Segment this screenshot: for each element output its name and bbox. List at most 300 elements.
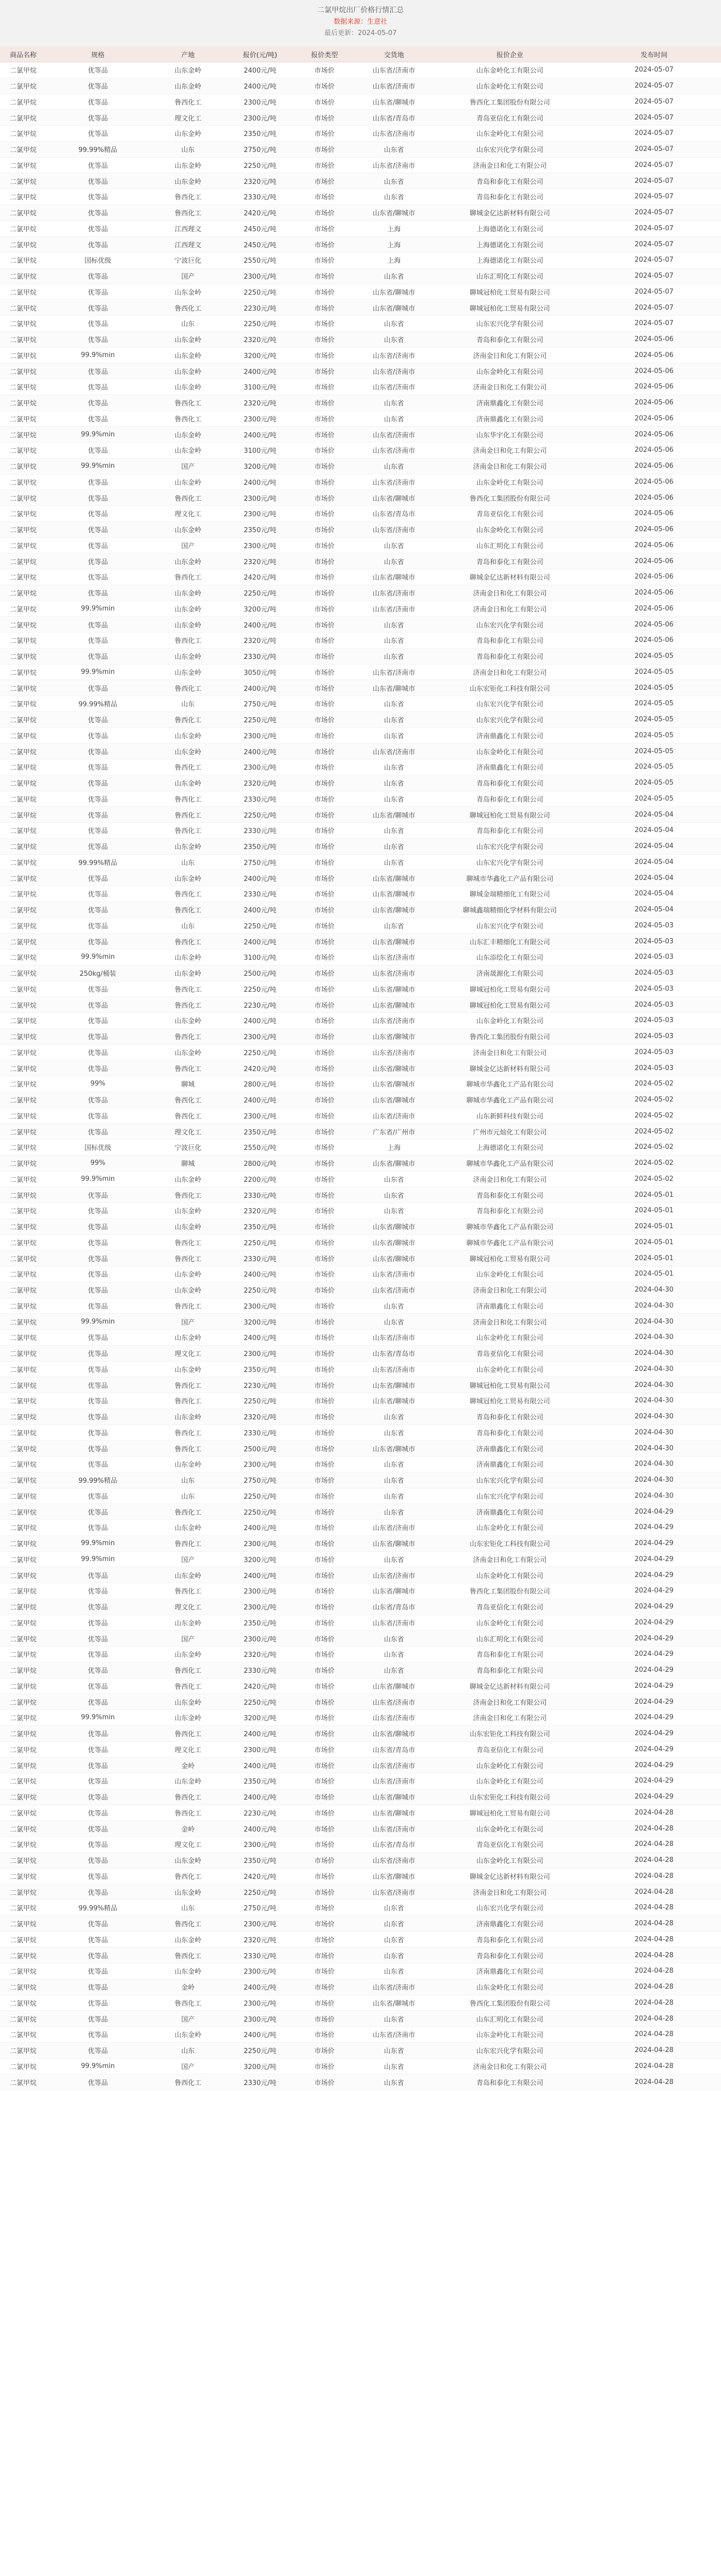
cell-delivery: 山东省/聊城市 xyxy=(355,1076,433,1092)
cell-delivery: 山东省 xyxy=(355,537,433,553)
cell-price-type: 市场价 xyxy=(294,1250,355,1266)
cell-delivery: 山东省 xyxy=(355,173,433,189)
cell-delivery: 山东省/青岛市 xyxy=(355,506,433,522)
cell-date: 2024-05-07 xyxy=(587,62,721,78)
cell-price: 2750元/吨 xyxy=(227,854,294,870)
cell-delivery: 山东省 xyxy=(355,696,433,712)
cell-company: 聊城冠柏化工贸易有限公司 xyxy=(433,284,587,300)
cell-date: 2024-05-07 xyxy=(587,300,721,316)
cell-origin: 山东金岭 xyxy=(149,443,227,459)
cell-origin: 理文化工 xyxy=(149,1599,227,1615)
cell-delivery: 山东省 xyxy=(355,727,433,743)
cell-date: 2024-05-07 xyxy=(587,284,721,300)
cell-delivery: 山东省/济南市 xyxy=(355,1361,433,1377)
cell-delivery: 山东省/聊城市 xyxy=(355,807,433,823)
cell-date: 2024-05-07 xyxy=(587,110,721,126)
cell-spec: 优等品 xyxy=(46,981,149,997)
cell-origin: 山东金岭 xyxy=(149,775,227,791)
cell-price: 2450元/吨 xyxy=(227,221,294,236)
cell-date: 2024-04-28 xyxy=(587,2011,721,2027)
cell-price-type: 市场价 xyxy=(294,1425,355,1440)
cell-spec: 优等品 xyxy=(46,126,149,142)
cell-date: 2024-05-06 xyxy=(587,363,721,379)
cell-price: 2300元/吨 xyxy=(227,1631,294,1647)
cell-price-type: 市场价 xyxy=(294,1599,355,1615)
cell-date: 2024-05-06 xyxy=(587,553,721,569)
table-row xyxy=(0,331,721,347)
cell-delivery: 山东省 xyxy=(355,1203,433,1219)
table-row xyxy=(0,1155,721,1171)
table-row xyxy=(0,474,721,490)
cell-price: 2800元/吨 xyxy=(227,1076,294,1092)
cell-date: 2024-05-03 xyxy=(587,965,721,981)
cell-price: 2400元/吨 xyxy=(227,617,294,633)
cell-product: 二氯甲烷 xyxy=(0,1710,46,1726)
cell-product: 二氯甲烷 xyxy=(0,1361,46,1377)
cell-price-type: 市场价 xyxy=(294,300,355,316)
cell-delivery: 山东省/聊城市 xyxy=(355,1155,433,1171)
cell-price-type: 市场价 xyxy=(294,1852,355,1868)
cell-price-type: 市场价 xyxy=(294,1567,355,1583)
cell-origin: 鲁西化工 xyxy=(149,1092,227,1108)
cell-company: 青岛和泰化工有限公司 xyxy=(433,1409,587,1425)
cell-price-type: 市场价 xyxy=(294,1583,355,1599)
cell-price: 2300元/吨 xyxy=(227,1916,294,1931)
table-row xyxy=(0,2027,721,2043)
table-row xyxy=(0,1821,721,1837)
cell-price: 2300元/吨 xyxy=(227,2011,294,2027)
cell-origin: 山东金岭 xyxy=(149,363,227,379)
cell-spec: 优等品 xyxy=(46,1567,149,1583)
cell-price-type: 市场价 xyxy=(294,902,355,918)
cell-origin: 山东金岭 xyxy=(149,78,227,94)
cell-price-type: 市场价 xyxy=(294,1218,355,1234)
cell-company: 鲁西化工集团股份有限公司 xyxy=(433,490,587,506)
cell-product: 二氯甲烷 xyxy=(0,395,46,411)
cell-delivery: 山东省/聊城市 xyxy=(355,1060,433,1076)
cell-product: 二氯甲烷 xyxy=(0,1583,46,1599)
cell-price: 2250元/吨 xyxy=(227,807,294,823)
cell-spec: 99.9%min xyxy=(46,601,149,617)
cell-delivery: 山东省 xyxy=(355,553,433,569)
cell-delivery: 山东省/济南市 xyxy=(355,965,433,981)
cell-date: 2024-04-30 xyxy=(587,1282,721,1298)
cell-delivery: 山东省/济南市 xyxy=(355,1884,433,1900)
table-row xyxy=(0,1741,721,1757)
cell-company: 青岛和泰化工有限公司 xyxy=(433,791,587,807)
cell-price-type: 市场价 xyxy=(294,743,355,759)
cell-price-type: 市场价 xyxy=(294,1741,355,1757)
cell-date: 2024-04-28 xyxy=(587,1995,721,2011)
cell-spec: 99.99%精品 xyxy=(46,141,149,157)
cell-date: 2024-04-30 xyxy=(587,1488,721,1504)
cell-company: 山东汇丰精细化工有限公司 xyxy=(433,934,587,950)
cell-price: 2330元/吨 xyxy=(227,648,294,664)
cell-origin: 理文化工 xyxy=(149,1124,227,1140)
cell-origin: 山东金岭 xyxy=(149,1647,227,1663)
cell-price: 2230元/吨 xyxy=(227,300,294,316)
cell-price-type: 市场价 xyxy=(294,1124,355,1140)
cell-spec: 优等品 xyxy=(46,791,149,807)
cell-company: 聊城金亿达新材料有限公司 xyxy=(433,205,587,221)
cell-delivery: 山东省 xyxy=(355,759,433,775)
cell-product: 二氯甲烷 xyxy=(0,1678,46,1694)
cell-price-type: 市场价 xyxy=(294,680,355,696)
cell-origin: 山东金岭 xyxy=(149,1567,227,1583)
cell-price-type: 市场价 xyxy=(294,711,355,727)
cell-origin: 鲁西化工 xyxy=(149,1377,227,1393)
table-row xyxy=(0,1345,721,1361)
table-row xyxy=(0,1678,721,1694)
cell-price-type: 市场价 xyxy=(294,1789,355,1805)
cell-spec: 优等品 xyxy=(46,585,149,601)
cell-price-type: 市场价 xyxy=(294,126,355,142)
cell-spec: 优等品 xyxy=(46,727,149,743)
cell-origin: 聊城 xyxy=(149,1076,227,1092)
cell-company: 青岛和泰化工有限公司 xyxy=(433,1425,587,1440)
cell-delivery: 山东省/聊城市 xyxy=(355,1092,433,1108)
cell-company: 上海德诺化工有限公司 xyxy=(433,236,587,252)
cell-date: 2024-05-06 xyxy=(587,443,721,459)
table-row xyxy=(0,886,721,902)
cell-product: 二氯甲烷 xyxy=(0,1963,46,1979)
cell-price: 2400元/吨 xyxy=(227,902,294,918)
cell-spec: 优等品 xyxy=(46,838,149,854)
cell-price: 2300元/吨 xyxy=(227,1456,294,1472)
cell-price: 2250元/吨 xyxy=(227,1694,294,1710)
table-row xyxy=(0,601,721,617)
cell-delivery: 山东省 xyxy=(355,823,433,839)
cell-delivery: 山东省/济南市 xyxy=(355,1710,433,1726)
col-header-price: 报价(元/吨) xyxy=(227,46,294,62)
cell-company: 青岛和泰化工有限公司 xyxy=(433,1662,587,1678)
cell-price: 2250元/吨 xyxy=(227,1488,294,1504)
cell-product: 二氯甲烷 xyxy=(0,1028,46,1044)
cell-spec: 优等品 xyxy=(46,870,149,886)
cell-company: 山东金岭化工有限公司 xyxy=(433,363,587,379)
cell-spec: 99.9%min xyxy=(46,1710,149,1726)
cell-company: 聊城市华鑫化工产品有限公司 xyxy=(433,1218,587,1234)
cell-spec: 优等品 xyxy=(46,379,149,395)
cell-product: 二氯甲烷 xyxy=(0,902,46,918)
table-row xyxy=(0,997,721,1013)
cell-company: 济南金日和化工有限公司 xyxy=(433,1314,587,1330)
cell-product: 二氯甲烷 xyxy=(0,727,46,743)
cell-date: 2024-04-28 xyxy=(587,1963,721,1979)
cell-company: 济南金日和化工有限公司 xyxy=(433,2058,587,2074)
cell-delivery: 山东省/济南市 xyxy=(355,1773,433,1789)
cell-price: 2400元/吨 xyxy=(227,1821,294,1837)
cell-price: 2420元/吨 xyxy=(227,1678,294,1694)
cell-date: 2024-04-30 xyxy=(587,1361,721,1377)
cell-spec: 优等品 xyxy=(46,537,149,553)
cell-delivery: 山东省/聊城市 xyxy=(355,1868,433,1884)
cell-price: 2300元/吨 xyxy=(227,1583,294,1599)
cell-spec: 优等品 xyxy=(46,553,149,569)
cell-delivery: 山东省/青岛市 xyxy=(355,1837,433,1853)
cell-product: 二氯甲烷 xyxy=(0,1250,46,1266)
table-row xyxy=(0,1535,721,1551)
cell-price: 2300元/吨 xyxy=(227,1345,294,1361)
cell-product: 二氯甲烷 xyxy=(0,1631,46,1647)
cell-spec: 优等品 xyxy=(46,474,149,490)
cell-spec: 优等品 xyxy=(46,331,149,347)
cell-price-type: 市场价 xyxy=(294,1662,355,1678)
cell-price-type: 市场价 xyxy=(294,823,355,839)
table-row xyxy=(0,411,721,427)
cell-spec: 99.9%min xyxy=(46,950,149,965)
cell-price: 2250元/吨 xyxy=(227,2042,294,2058)
cell-product: 二氯甲烷 xyxy=(0,1916,46,1931)
cell-spec: 优等品 xyxy=(46,411,149,427)
cell-company: 山东金岭化工有限公司 xyxy=(433,78,587,94)
cell-price: 2750元/吨 xyxy=(227,696,294,712)
cell-product: 二氯甲烷 xyxy=(0,347,46,363)
cell-spec: 优等品 xyxy=(46,711,149,727)
cell-price: 3200元/吨 xyxy=(227,1551,294,1567)
cell-price-type: 市场价 xyxy=(294,1821,355,1837)
table-row xyxy=(0,1076,721,1092)
cell-price: 2320元/吨 xyxy=(227,1931,294,1947)
cell-product: 二氯甲烷 xyxy=(0,1884,46,1900)
cell-spec: 优等品 xyxy=(46,1361,149,1377)
cell-delivery: 山东省/聊城市 xyxy=(355,1583,433,1599)
cell-spec: 优等品 xyxy=(46,1884,149,1900)
cell-company: 济南金日和化工有限公司 xyxy=(433,1551,587,1567)
cell-company: 山东金岭化工有限公司 xyxy=(433,1852,587,1868)
cell-product: 二氯甲烷 xyxy=(0,221,46,236)
cell-origin: 理文化工 xyxy=(149,506,227,522)
cell-origin: 鲁西化工 xyxy=(149,1060,227,1076)
cell-date: 2024-05-02 xyxy=(587,1108,721,1124)
cell-spec: 99.9%min xyxy=(46,1551,149,1567)
table-row xyxy=(0,1140,721,1156)
cell-price-type: 市场价 xyxy=(294,1884,355,1900)
cell-price: 2550元/吨 xyxy=(227,1140,294,1156)
cell-price-type: 市场价 xyxy=(294,1900,355,1916)
cell-company: 济南金日和化工有限公司 xyxy=(433,347,587,363)
cell-delivery: 山东省/济南市 xyxy=(355,1044,433,1060)
cell-product: 二氯甲烷 xyxy=(0,316,46,332)
cell-price: 2350元/吨 xyxy=(227,1852,294,1868)
cell-price: 2750元/吨 xyxy=(227,141,294,157)
table-row xyxy=(0,870,721,886)
cell-delivery: 山东省 xyxy=(355,1647,433,1663)
table-row xyxy=(0,1789,721,1805)
cell-price: 2250元/吨 xyxy=(227,1884,294,1900)
table-row xyxy=(0,950,721,965)
cell-origin: 宁波巨化 xyxy=(149,252,227,268)
cell-date: 2024-05-07 xyxy=(587,141,721,157)
cell-company: 山东宏兴化学有限公司 xyxy=(433,711,587,727)
cell-product: 二氯甲烷 xyxy=(0,1995,46,2011)
cell-price: 2420元/吨 xyxy=(227,569,294,585)
cell-delivery: 山东省/聊城市 xyxy=(355,1678,433,1694)
cell-origin: 山东金岭 xyxy=(149,379,227,395)
cell-spec: 优等品 xyxy=(46,1916,149,1931)
cell-date: 2024-05-06 xyxy=(587,601,721,617)
cell-company: 山东金岭化工有限公司 xyxy=(433,1821,587,1837)
cell-product: 二氯甲烷 xyxy=(0,569,46,585)
cell-spec: 99% xyxy=(46,1076,149,1092)
cell-date: 2024-05-06 xyxy=(587,617,721,633)
cell-date: 2024-05-04 xyxy=(587,807,721,823)
cell-date: 2024-04-29 xyxy=(587,1647,721,1663)
cell-product: 二氯甲烷 xyxy=(0,838,46,854)
cell-origin: 山东金岭 xyxy=(149,1694,227,1710)
cell-origin: 鲁西化工 xyxy=(149,934,227,950)
cell-price-type: 市场价 xyxy=(294,521,355,537)
cell-date: 2024-04-29 xyxy=(587,1567,721,1583)
cell-price: 2400元/吨 xyxy=(227,1757,294,1773)
table-row xyxy=(0,1710,721,1726)
cell-product: 二氯甲烷 xyxy=(0,807,46,823)
table-row xyxy=(0,126,721,142)
cell-price-type: 市场价 xyxy=(294,2027,355,2043)
cell-date: 2024-05-06 xyxy=(587,521,721,537)
cell-product: 二氯甲烷 xyxy=(0,759,46,775)
cell-date: 2024-04-28 xyxy=(587,1947,721,1963)
cell-date: 2024-05-01 xyxy=(587,1187,721,1203)
cell-date: 2024-04-28 xyxy=(587,1868,721,1884)
cell-company: 济南金日和化工有限公司 xyxy=(433,443,587,459)
cell-company: 济南鼎鑫化工有限公司 xyxy=(433,1440,587,1456)
cell-price-type: 市场价 xyxy=(294,569,355,585)
cell-price-type: 市场价 xyxy=(294,1314,355,1330)
cell-delivery: 山东省 xyxy=(355,1425,433,1440)
cell-origin: 山东金岭 xyxy=(149,950,227,965)
cell-origin: 鲁西化工 xyxy=(149,1789,227,1805)
cell-date: 2024-05-06 xyxy=(587,331,721,347)
cell-product: 二氯甲烷 xyxy=(0,1124,46,1140)
cell-product: 二氯甲烷 xyxy=(0,743,46,759)
cell-company: 山东金岭化工有限公司 xyxy=(433,1266,587,1282)
table-row xyxy=(0,1963,721,1979)
cell-delivery: 山东省/聊城市 xyxy=(355,1440,433,1456)
cell-date: 2024-05-07 xyxy=(587,268,721,284)
cell-date: 2024-04-30 xyxy=(587,1330,721,1346)
cell-spec: 优等品 xyxy=(46,1124,149,1140)
cell-product: 二氯甲烷 xyxy=(0,1931,46,1947)
cell-spec: 优等品 xyxy=(46,743,149,759)
cell-price: 2250元/吨 xyxy=(227,1282,294,1298)
cell-spec: 优等品 xyxy=(46,300,149,316)
cell-company: 山东宏兴化学有限公司 xyxy=(433,696,587,712)
cell-company: 青岛和泰化工有限公司 xyxy=(433,2074,587,2090)
cell-price-type: 市场价 xyxy=(294,1551,355,1567)
cell-origin: 国产 xyxy=(149,2058,227,2074)
cell-origin: 鲁西化工 xyxy=(149,1662,227,1678)
cell-origin: 金岭 xyxy=(149,1757,227,1773)
cell-date: 2024-05-03 xyxy=(587,1013,721,1029)
cell-product: 二氯甲烷 xyxy=(0,506,46,522)
table-row xyxy=(0,1187,721,1203)
cell-delivery: 山东省 xyxy=(355,1916,433,1931)
table-row xyxy=(0,1504,721,1520)
cell-price-type: 市场价 xyxy=(294,1504,355,1520)
cell-date: 2024-05-02 xyxy=(587,1124,721,1140)
cell-price: 3100元/吨 xyxy=(227,443,294,459)
cell-delivery: 山东省 xyxy=(355,918,433,934)
page-header xyxy=(0,0,721,46)
cell-price-type: 市场价 xyxy=(294,965,355,981)
cell-origin: 国产 xyxy=(149,1314,227,1330)
cell-product: 二氯甲烷 xyxy=(0,1187,46,1203)
cell-price-type: 市场价 xyxy=(294,411,355,427)
cell-price: 2300元/吨 xyxy=(227,1837,294,1853)
table-row xyxy=(0,1520,721,1536)
cell-delivery: 山东省/聊城市 xyxy=(355,981,433,997)
cell-price: 2350元/吨 xyxy=(227,126,294,142)
cell-delivery: 山东省 xyxy=(355,1504,433,1520)
cell-price: 2320元/吨 xyxy=(227,331,294,347)
cell-origin: 山东金岭 xyxy=(149,347,227,363)
cell-product: 二氯甲烷 xyxy=(0,1551,46,1567)
cell-spec: 优等品 xyxy=(46,506,149,522)
cell-spec: 99.9%min xyxy=(46,2058,149,2074)
cell-product: 二氯甲烷 xyxy=(0,1092,46,1108)
table-row xyxy=(0,617,721,633)
cell-delivery: 山东省 xyxy=(355,1409,433,1425)
cell-spec: 优等品 xyxy=(46,236,149,252)
table-row xyxy=(0,791,721,807)
cell-product: 二氯甲烷 xyxy=(0,585,46,601)
cell-price-type: 市场价 xyxy=(294,950,355,965)
cell-price: 3100元/吨 xyxy=(227,379,294,395)
table-row xyxy=(0,902,721,918)
cell-product: 二氯甲烷 xyxy=(0,1694,46,1710)
cell-origin: 山东金岭 xyxy=(149,1218,227,1234)
col-header-product: 商品名称 xyxy=(0,46,46,62)
cell-price: 2400元/吨 xyxy=(227,934,294,950)
table-row xyxy=(0,680,721,696)
cell-company: 山东汇明化工有限公司 xyxy=(433,268,587,284)
cell-company: 山东汇明化工有限公司 xyxy=(433,2011,587,2027)
cell-delivery: 山东省/聊城市 xyxy=(355,490,433,506)
cell-delivery: 山东省/聊城市 xyxy=(355,569,433,585)
table-row xyxy=(0,648,721,664)
cell-delivery: 山东省/聊城市 xyxy=(355,902,433,918)
cell-delivery: 山东省/聊城市 xyxy=(355,1250,433,1266)
cell-price-type: 市场价 xyxy=(294,1931,355,1947)
cell-origin: 山东金岭 xyxy=(149,1931,227,1947)
cell-product: 二氯甲烷 xyxy=(0,1789,46,1805)
cell-product: 二氯甲烷 xyxy=(0,664,46,680)
cell-price-type: 市场价 xyxy=(294,236,355,252)
cell-price-type: 市场价 xyxy=(294,727,355,743)
cell-price-type: 市场价 xyxy=(294,1979,355,1995)
cell-price: 2400元/吨 xyxy=(227,1979,294,1995)
cell-price-type: 市场价 xyxy=(294,157,355,173)
cell-spec: 99.9%min xyxy=(46,427,149,443)
cell-date: 2024-04-28 xyxy=(587,1821,721,1837)
table-row xyxy=(0,506,721,522)
cell-date: 2024-04-29 xyxy=(587,1741,721,1757)
table-row xyxy=(0,1377,721,1393)
cell-origin: 鲁西化工 xyxy=(149,1393,227,1409)
cell-date: 2024-05-03 xyxy=(587,997,721,1013)
cell-origin: 鲁西化工 xyxy=(149,411,227,427)
cell-price-type: 市场价 xyxy=(294,1647,355,1663)
cell-delivery: 山东省 xyxy=(355,268,433,284)
cell-product: 二氯甲烷 xyxy=(0,997,46,1013)
table-row xyxy=(0,585,721,601)
cell-origin: 山东 xyxy=(149,1900,227,1916)
cell-price-type: 市场价 xyxy=(294,1631,355,1647)
cell-origin: 山东金岭 xyxy=(149,664,227,680)
cell-price-type: 市场价 xyxy=(294,78,355,94)
cell-origin: 鲁西化工 xyxy=(149,711,227,727)
